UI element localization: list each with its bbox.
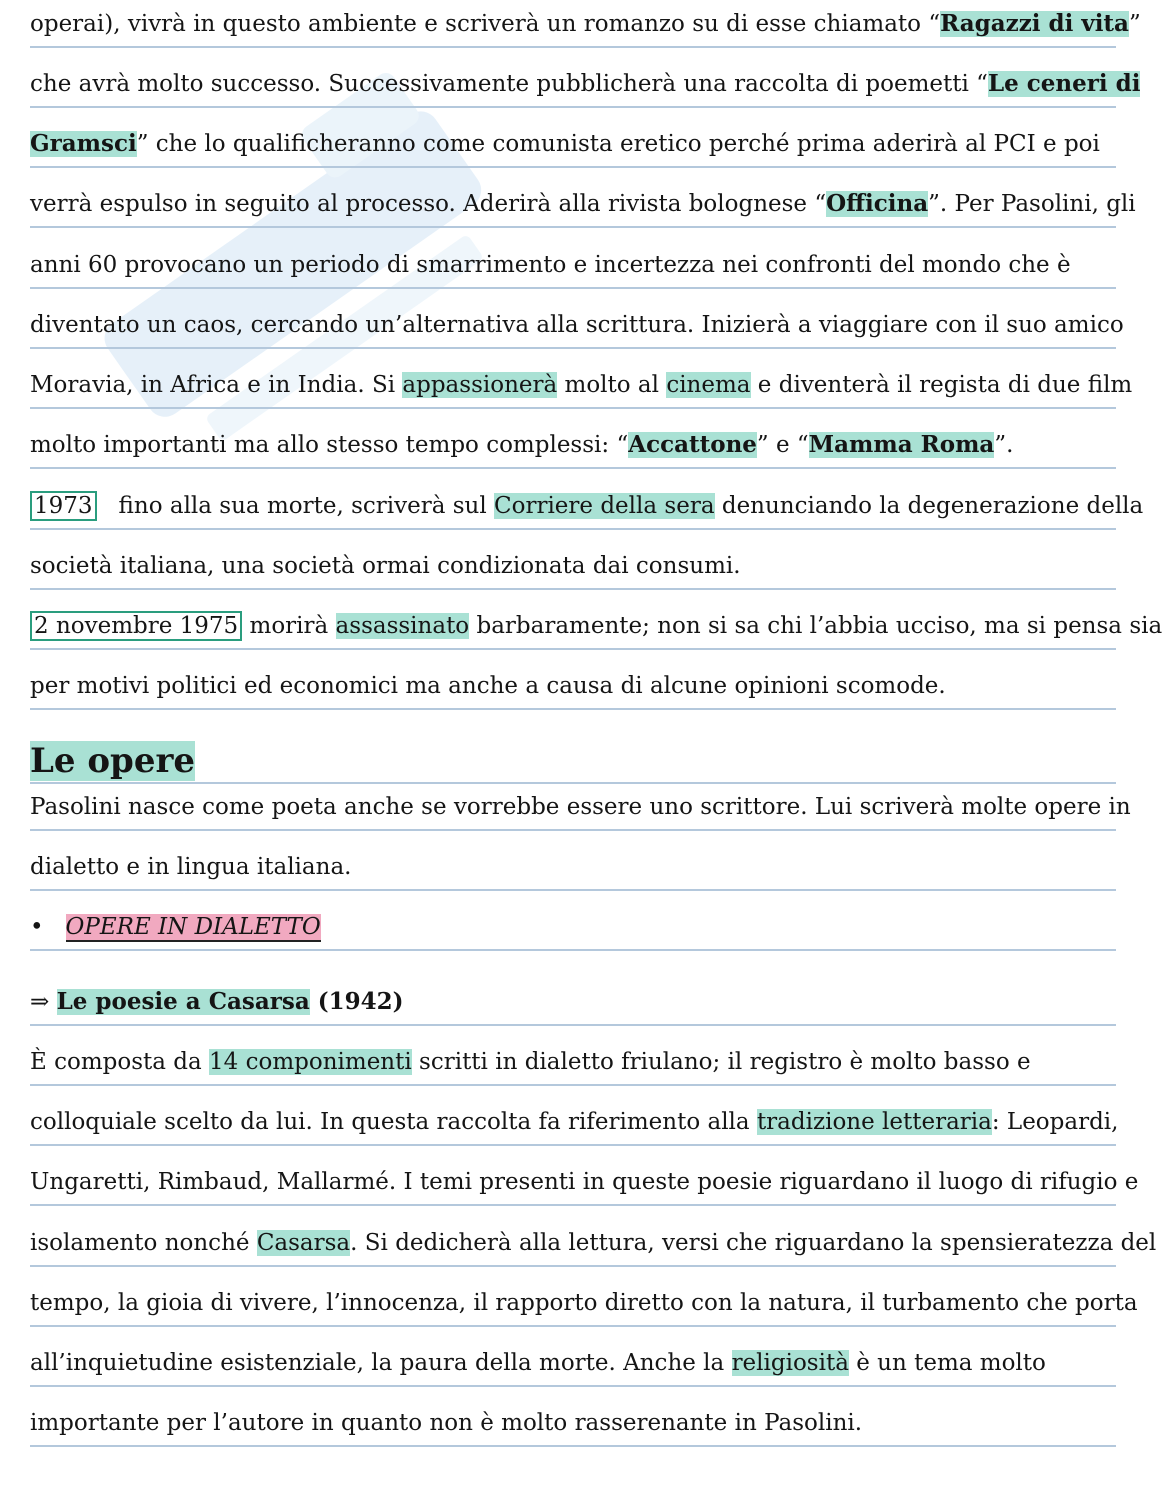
text-line: dialetto e in lingua italiana. [30, 831, 1116, 891]
text-line: per motivi politici ed economici ma anche a causa di alcune opinioni scomode. [30, 650, 1116, 710]
text-line: diventato un caos, cercando un’alternativa alla scrittura. Inizierà a viaggiare con il suo amico [30, 289, 1116, 349]
section-heading: Le opere [30, 724, 1116, 784]
text-line: isolamento nonché Casarsa. Si dedicherà alla lettura, versi che riguardano la spensieratezza del [30, 1207, 1116, 1267]
text-line: Moravia, in Africa e in India. Si appassionerà molto al cinema e diventerà il regista di due film [30, 349, 1116, 409]
text-line: Ungaretti, Rimbaud, Mallarmé. I temi presenti in queste poesie riguardano il luogo di rifugio e [30, 1146, 1116, 1206]
date-box: 1973 [30, 491, 97, 521]
text-line: colloquiale scelto da lui. In questa raccolta fa riferimento alla tradizione letteraria: Leopardi, [30, 1086, 1116, 1146]
text-line: molto importanti ma allo stesso tempo complessi: “Accattone” e “Mamma Roma”. [30, 409, 1116, 469]
text-line: È composta da 14 componimenti scritti in dialetto friulano; il registro è molto basso e [30, 1026, 1116, 1086]
text-line: che avrà molto successo. Successivamente pubblicherà una raccolta di poemetti “Le ceneri di [30, 48, 1116, 108]
text-line: all’inquietudine esistenziale, la paura della morte. Anche la religiosità è un tema molto [30, 1327, 1116, 1387]
text-line: 1973 fino alla sua morte, scriverà sul Corriere della sera denunciando la degenerazione della [30, 470, 1116, 530]
text-line: operai), vivrà in questo ambiente e scriverà un romanzo su di esse chiamato “Ragazzi di vita” [30, 0, 1116, 48]
bullet-item [30, 891, 1116, 951]
date-box: 2 novembre 1975 [30, 611, 242, 641]
text-line: 2 novembre 1975 morirà assassinato barbaramente; non si sa chi l’abbia ucciso, ma si pensa sia [30, 590, 1116, 650]
text-line: anni 60 provocano un periodo di smarrimento e incertezza nei confronti del mondo che è [30, 229, 1116, 289]
work-title: ⇒ Le poesie a Casarsa (1942) [30, 978, 1116, 1026]
bullet-marker: • [30, 914, 44, 940]
text-line: tempo, la gioia di vivere, l’innocenza, il rapporto diretto con la natura, il turbamento che porta [30, 1267, 1116, 1327]
arrow-icon: ⇒ [30, 989, 50, 1015]
text-line: Pasolini nasce come poeta anche se vorrebbe essere uno scrittore. Lui scriverà molte opere in [30, 771, 1116, 831]
text-line: importante per l’autore in quanto non è molto rasserenante in Pasolini. [30, 1387, 1116, 1447]
text-line: Gramsci” che lo qualificheranno come comunista eretico perché prima aderirà al PCI e poi [30, 108, 1116, 168]
bullet-label: OPERE IN DIALETTO [65, 914, 321, 940]
text-line: società italiana, una società ormai condizionata dai consumi. [30, 530, 1116, 590]
text-line: verrà espulso in seguito al processo. Aderirà alla rivista bolognese “Officina”. Per Pasolini, gli [30, 168, 1116, 228]
